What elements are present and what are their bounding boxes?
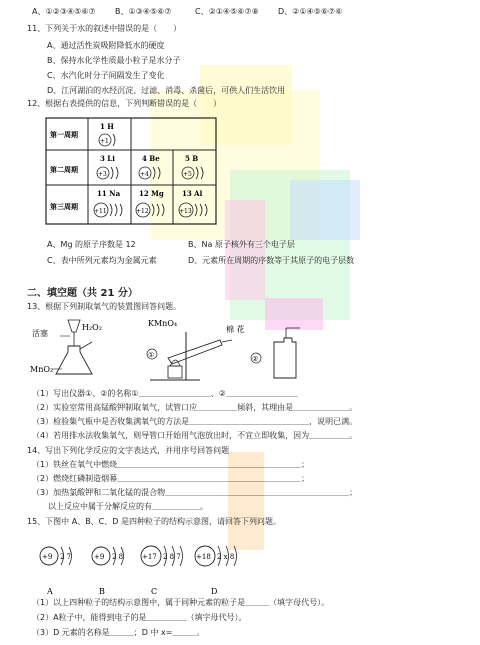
particle-d-letter: D (211, 587, 218, 596)
label-cotton: 棉 花 (226, 325, 245, 334)
particle-d-shells: 2 x 8 (217, 553, 235, 561)
q10-option-a: A、①②③④⑤⑥⑦ (32, 7, 96, 16)
particle-c-nucleus: +17 (142, 553, 157, 561)
element-be: 4 Be (142, 154, 160, 163)
q11-option-b: B、保持水化学性质最小粒子是水分子 (47, 56, 181, 65)
element-li: 3 Li (100, 154, 115, 163)
nucleus-al: +13 (179, 208, 192, 215)
particle-a-letter: A (47, 587, 53, 596)
element-mg: 12 Mg (139, 189, 164, 198)
section-fill-in-title: 二、填空题（共 21 分） (27, 288, 138, 299)
q11-option-c: C、水汽化时分子间隔发生了变化 (47, 71, 165, 80)
nucleus-li: +3 (98, 171, 107, 178)
q14-item-4: 以上反应中属于分解反应的有＿＿＿＿＿＿。 (32, 502, 208, 511)
q10-option-d: D、②①④⑤⑥⑦⑥ (278, 7, 343, 16)
q13-item-4: （4）若用排水法收集氧气，则导管口开始用气泡放出时，不宜立即收集，因为＿＿＿＿＿。 (32, 431, 358, 440)
nucleus-h: +1 (100, 138, 109, 145)
q13-item-1: （1）写出仪器①、②的名称①＿＿＿＿＿＿＿＿＿、②＿＿＿＿＿＿＿＿＿ (32, 389, 298, 398)
element-h: 1 H (100, 122, 114, 131)
q15-item-3: （3）D 元素的名称是＿＿＿；D 中 x=＿＿＿。 (32, 628, 205, 637)
label-instrument-1: ① (148, 351, 155, 359)
q12-option-a: A、Mg 的原子序数是 12 (47, 240, 136, 249)
nucleus-na: +11 (94, 208, 107, 215)
label-mno2: MnO₂ (30, 365, 54, 374)
nucleus-be: +4 (140, 171, 149, 178)
periodic-table-figure (45, 117, 217, 225)
period-1-label: 第一周期 (50, 130, 78, 139)
label-kmno4: KMnO₄ (148, 319, 178, 328)
q12-option-b: B、Na 原子核外有三个电子层 (188, 240, 295, 249)
q13-stem: 13、根据下列制取氧气的装置图回答问题。 (27, 302, 182, 311)
period-3-label: 第三周期 (50, 202, 78, 211)
q14-item-3: （3）加热氯酸钾和二氧化锰的混合物＿＿＿＿＿＿＿＿＿＿＿＿＿＿＿＿＿＿＿＿＿＿＿； (32, 488, 358, 497)
label-stopcock: 活塞 (32, 329, 48, 338)
oxygen-apparatus-figure (30, 314, 320, 384)
q15-item-2: （2）A粒子中，能得到电子的是＿＿＿＿＿（填字母代号）。 (32, 613, 247, 622)
q15-item-1: （1）以上四种粒子的结构示意图中，属于同种元素的粒子是＿＿＿（填字母代号）。 (32, 598, 330, 607)
particle-b-letter: B (99, 587, 105, 596)
q10-option-c: C、②①④⑤⑥⑦⑧ (195, 7, 259, 16)
element-na: 11 Na (97, 189, 121, 198)
particle-d-nucleus: +18 (196, 553, 211, 561)
particle-c-letter: C (151, 587, 158, 596)
particle-structure-figure (35, 536, 255, 598)
particle-b-nucleus: +9 (94, 553, 105, 561)
highlight-blue-right (290, 180, 360, 240)
q12-stem: 12、根据右表提供的信息，下列判断错误的是（ ） (27, 99, 222, 108)
q14-stem: 14、写出下列化学反应的文字表达式，并用序号回答问题 (27, 446, 230, 455)
q11-option-a: A、通过活性炭吸附降低水的硬度 (47, 41, 165, 50)
q13-item-3: （3）检验集气瓶中是否收集满氧气的方法是＿＿＿＿＿＿＿＿＿＿＿＿＿＿＿，说明已满。 (32, 417, 358, 426)
q14-item-2: （2）燃烧红磷制造烟幕＿＿＿＿＿＿＿＿＿＿＿＿＿＿＿＿＿＿＿＿＿＿＿； (32, 474, 310, 483)
particle-a-nucleus: +9 (42, 553, 53, 561)
q12-option-d: D、元素所在周期的序数等于其原子的电子层数 (188, 256, 355, 265)
q11-stem: 11、下列关于水的叙述中错误的是（ ） (27, 24, 182, 33)
label-instrument-2: ② (252, 355, 259, 363)
particle-a-shells: 2 7 (60, 553, 72, 561)
element-al: 13 Al (182, 189, 203, 198)
label-h2o2: H₂O₂ (82, 323, 102, 332)
particle-c-shells: 2 8 7 (163, 553, 181, 561)
particle-b-shells: 2 8 (112, 553, 124, 561)
element-b: 5 B (185, 154, 199, 163)
period-2-label: 第二周期 (50, 165, 78, 174)
highlight-pink-left (225, 200, 265, 300)
nucleus-mg: +12 (136, 208, 149, 215)
q10-option-b: B、①③④⑤⑥⑦ (115, 7, 172, 16)
q11-option-d: D、江河湖泊的水经沉淀、过滤、消毒、杀菌后，可供人们生活饮用 (47, 86, 286, 95)
q15-stem: 15、下图中 A、B、C、D 是四种粒子的结构示意图，请回答下列问题。 (27, 517, 281, 526)
nucleus-b: +5 (183, 171, 192, 178)
q12-option-c: C、表中所列元素均为金属元素 (47, 256, 157, 265)
q13-item-2: （2）实验室常用高锰酸钾制取氧气，试管口应＿＿＿＿＿倾斜，其理由是＿＿＿＿＿＿＿。 (32, 403, 358, 412)
q14-item-1: （1）铁丝在氧气中燃烧＿＿＿＿＿＿＿＿＿＿＿＿＿＿＿＿＿＿＿＿＿＿＿； (32, 460, 310, 469)
